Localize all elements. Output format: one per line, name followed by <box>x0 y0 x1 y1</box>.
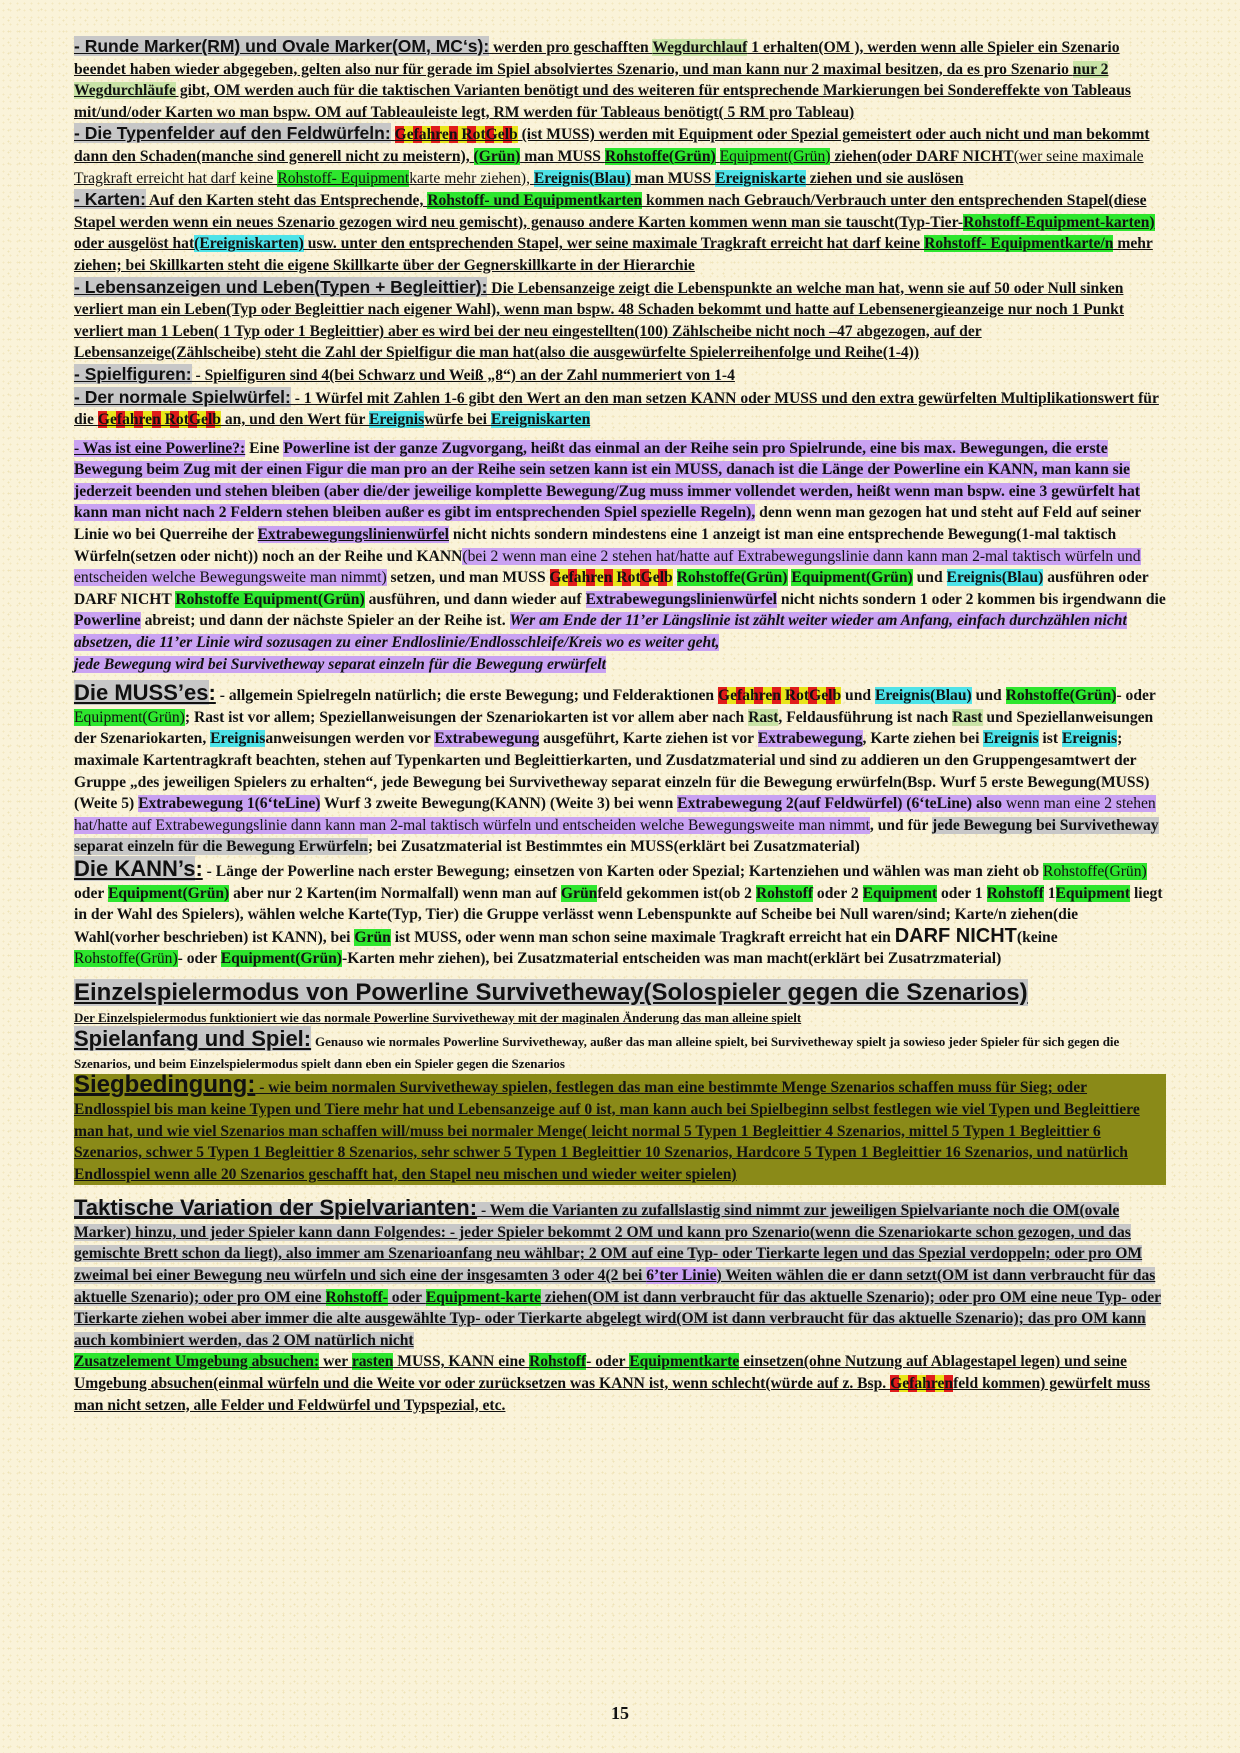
section-heading: - Spielfiguren: <box>74 363 192 384</box>
section-heading: Taktische Variation der Spielvarianten: <box>74 1195 478 1221</box>
section-heading: Einzelspielermodus von Powerline Survivetheway(Solospieler gegen die Szenarios) <box>74 978 1028 1006</box>
section-spielwuerfel: - Der normale Spielwürfel: - 1 Würfel mit Zahlen 1-6 gibt den Wert an den man setzen KANN oder MUSS und den extra gewürfelten Multiplikationswert für die Gefahren RotGelb an, und den Wert für Ereigniswürfe bei Ereigniskarten <box>74 386 1159 429</box>
gefahren-highlight: Gefahren RotGelb <box>717 687 842 705</box>
section-einzelspieler: Einzelspielermodus von Powerline Survivetheway(Solospieler gegen die Szenarios) Der Einzelspielermodus funktioniert wie das normale Powerline Survivetheway mit der maginalen Änderung das man alleine spielt <box>74 978 1028 1025</box>
section-kann: Die KANN’s: - Länge der Powerline nach erster Bewegung; einsetzen von Karten oder Spezial; Kartenziehen und wählen was man zieht ob Rohstoffe(Grün) oder Equipment(Grün) aber nur 2 Karten(im Normalfall) wenn man auf Grünfeld gekommen ist(ob 2 Rohstoff oder 2 Equipment oder 1 Rohstoff 1Equipment liegt in der Wahl des Spielers), wählen welche Karte(Typ, Tier) die Gruppe verlässt wenn Lebenspunkte auf Scheibe bei Null waren/sind; Karte/n ziehen(die Wahl(vorher beschrieben) ist KANN), bei Grün ist MUSS, oder wenn man schon seine maximale Tragkraft erreicht hat ein DARF NICHT(keine Rohstoffe(Grün)- oder Equipment(Grün)-Karten mehr ziehen), bei Zusatzmaterial entscheiden was man macht(erklärt bei Zusatrzmaterial) <box>74 855 1163 968</box>
section-karten: - Karten: Auf den Karten steht das Entsprechende, Rohstoff- und Equipmentkarten kommen nach Gebrauch/Verbrauch unter den entsprechenden Stapel(diese Stapel werden wenn ein neues Szenario gezogen wird neu gemischt), genauso andere Karten kommen wenn man sie tauscht(Typ-Tier-Rohstoff-Equipment-karten) oder ausgelöst hat(Ereigniskarten) usw. unter den entsprechenden Stapel, wer seine maximale Tragkraft erreicht hat darf keine Rohstoff- Equipmentkarte/n mehr ziehen; bei Skillkarten steht die eigene Skillkarte über der Gegnerskillkarte in der Hierarchie <box>74 189 1155 274</box>
section-heading: - Der normale Spielwürfel: <box>74 386 291 407</box>
gefahren-highlight: Gefahren RotGelb <box>97 411 221 429</box>
page-number: 15 <box>611 1703 629 1723</box>
section-spielanfang: Spielanfang und Spiel: Genauso wie normales Powerline Survivetheway, außer das man alleine spielt, bei Survivetheway spielt ja sowieso jeder Spieler für sich gegen die Szenarios, und beim Einzelspielermodus spielt dann eben ein Spieler gegen die Szenarios <box>74 1026 1120 1071</box>
section-muss: Die MUSS’es: - allgemein Spielregeln natürlich; die erste Bewegung; und Felderaktionen Gefahren RotGelb und Ereignis(Blau) und Rohstoffe(Grün)- oder Equipment(Grün); Rast ist vor allem; Speziellanweisungen der Szenariokarten ist vor allem aber nach Rast, Feldausführung ist nach Rast und Speziellanweisungen der Szenariokarten, Ereignisanweisungen werden vor Extrabewegung ausgeführt, Karte ziehen ist vor Extrabewegung, Karte ziehen bei Ereignis ist Ereignis; maximale Kartentragkraft beachten, stehen auf Typenkarten und Begleittierkarten, und Zusdatzmaterial und sind zu addieren un den Gruppengesamtwert der Gruppe „des jeweiligen Spielers zu erhalten“, jede Bewegung bei Survivetheway separat einzeln für die Bewegung erwürfeln(Bsp. Wurf 5 erste Bewegung(MUSS) (Weite 5) Extrabewegung 1(6‘teLine) Wurf 3 zweite Bewegung(KANN) (Weite 3) bei wenn Extrabewegung 2(auf Feldwürfel) (6‘teLine) also wenn man eine 2 stehen hat/hatte auf Extrabewegungslinie dann kann man 2-mal taktisch würfeln und entscheiden welche Bewegungsweite man nimmt, und für jede Bewegung bei Survivetheway separat einzeln für die Bewegung Erwürfeln; bei Zusatzmaterial ist Bestimmtes ein MUSS(erklärt bei Zusatzmaterial) <box>74 680 1159 856</box>
section-heading: - Karten: <box>74 189 146 210</box>
section-spielfiguren: - Spielfiguren: - Spielfiguren sind 4(bei Schwarz und Weiß „8“) an der Zahl nummeriert von 1-4 <box>74 363 735 384</box>
section-heading: - Die Typenfelder auf den Feldwürfeln: <box>74 123 391 144</box>
section-heading: Die MUSS’es <box>74 680 209 706</box>
section-lebensanzeigen: - Lebensanzeigen und Leben(Typen + Begleittier): Die Lebensanzeige zeigt die Lebenspunkte an welche man hat, wenn sie auf 50 oder Null sinken verliert man ein Leben(Typ oder Begleittier nach eigener Wahl), wenn man bspw. 48 Schaden bekommt und hatte auf Lebensenergieanzeige nur noch 1 Punkt verliert man 1 Leben( 1 Typ oder 1 Begleittier) aber es wird bei der neu eingestellten(100) Zählscheibe nicht noch –47 abgezogen, auf der Lebensanzeige(Zählscheibe) steht die Zahl der Spielfigur die man hat(also die ausgewürfelte Spielerreihenfolge und Reihe(1-4)) <box>74 276 1125 362</box>
section-heading: Siegbedingung: <box>74 1071 256 1099</box>
gefahren-highlight: Gefahren RotGelb <box>394 126 518 144</box>
section-heading: Die KANN’s <box>74 855 196 881</box>
section-heading: - Was ist eine Powerline?: <box>74 439 246 457</box>
gefahren-highlight: Gefahren <box>890 1375 954 1393</box>
section-heading: Spielanfang und Spiel: <box>74 1026 312 1052</box>
section-siegbedingung: Siegbedingung: - wie beim normalen Survivetheway spielen, festlegen das man eine bestimmte Menge Szenarios schaffen muss für Sieg; oder Endlosspiel bis man keine Typen und Tiere mehr hat und Lebensanzeige auf 0 ist, man kann auch bei Spielbeginn selbst festlegen wie viel Typen und Begleittiere man hat, und wie viel Szenarios man schaffen will/muss bei normaler Menge( leicht normal 5 Typen 1 Begleittier 4 Szenarios, mittel 5 Typen 1 Begleittier 6 Szenarios, schwer 5 Typen 1 Begleittier 8 Szenarios, sehr schwer 5 Typen 1 Begleittier 10 Szenarios, Hardcore 5 Typen 1 Begleittier 16 Szenarios, und natürlich Endlosspiel wenn alle 20 Szenarios geschafft hat, den Stapel neu mischen und wieder weiter spielen) <box>74 1074 1166 1185</box>
section-markers: - Runde Marker(RM) und Ovale Marker(OM, MC‘s): werden pro geschafften Wegdurchlauf 1 erhalten(OM ), werden wenn alle Spieler ein Szenario beendet haben wieder abgegeben, gelten also nur für gerade im Spiel absolviertes Szenario, und man kann nur 2 maximal besitzen, da es pro Szenario nur 2 Wegdurchläufe gibt, OM werden auch für die taktischen Varianten benötigt und des weiteren für entsprechende Markierungen bei Sondereffekte von Tableaus mit/und/oder Karten wo man bspw. OM auf Tableauleiste legt, RM werden für Tableaus benötigt( 5 RM pro Tableau) <box>74 36 1131 121</box>
section-taktische-variation: Taktische Variation der Spielvarianten: - Wem die Varianten zu zufallslastig sind nimmt zur jeweiligen Spielvariante noch die OM(ovale Marker) hinzu, und jeder Spieler kann dann Folgendes: - jeder Spieler bekommt 2 OM und kann pro Szenario(wenn die Szenariokarte schon gezogen, und das gemischte Brett schon da liegt), also immer am Szenarioanfang neu wählbar; 2 OM auf eine Typ- oder Tierkarte legen und das Spezial verdoppeln; oder pro OM zweimal bei einer Bewegung neu würfeln und sich eine der insgesamten 3 oder 4(2 bei 6’ter Linie) Weiten wählen die er dann setzt(OM ist dann verbraucht für das aktuelle Szenario); oder pro OM eine Rohstoff- oder Equipment-karte ziehen(OM ist dann verbraucht für das aktuelle Szenario); oder pro OM eine neue Typ- oder Tierkarte ziehen wobei aber immer die alte ausgewählte Typ- oder Tierkarte abgelegt wird(OM ist dann verbraucht für das aktuelle Szenario); das pro OM kann auch kombiniert werden, das 2 OM natürlich nicht Zusatzelement Umgebung absuchen: wer rasten MUSS, KANN eine Rohstoff- oder Equipmentkarte einsetzen(ohne Nutzung auf Ablagestapel legen) und seine Umgebung absuchen(einmal würfeln und die Weite vor oder zurücksetzen was KANN ist, wenn schlecht(würde auf z. Bsp. Gefahrenfeld kommen) gewürfelt muss man nicht setzen, alle Felder und Feldwürfel und Typspezial, etc. <box>74 1195 1162 1414</box>
gefahren-highlight: Gefahren RotGelb <box>549 569 673 587</box>
section-typenfelder: - Die Typenfelder auf den Feldwürfeln: Gefahren RotGelb (ist MUSS) werden mit Equipment oder Spezial gemeistert oder auch nicht und man bekommt dann den Schaden(manche sind generell nicht zu meistern), (Grün) man MUSS Rohstoffe(Grün) Equipment(Grün) ziehen(oder DARF NICHT(wer seine maximale Tragkraft erreicht hat darf keine Rohstoff- Equipmentkarte mehr ziehen), Ereignis(Blau) man MUSS Ereigniskarte ziehen und sie auslösen <box>74 123 1150 187</box>
section-powerline: - Was ist eine Powerline?: Eine Powerline ist der ganze Zugvorgang, heißt das einmal an der Reihe sein pro Spielrunde, eine bis max. Bewegungen, die erste Bewegung beim Zug mit der einen Figur die man pro an der Reihe sein setzen kann ist ein MUSS, danach ist die Länge der Powerline ein KANN, man kann sie jederzeit beenden und stehen bleiben (aber die/der jeweilige komplette Bewegung/Zug muss immer vollendet werden, heißt wenn man bspw. eine 3 gewürfelt hat kann man nicht nach 2 Feldern stehen bleiben außer es gibt im entsprechenden Spiel spezielle Regeln), denn wenn man gezogen hat und steht auf Feld auf seiner Linie wo bei Querreihe der Extrabewegungslinienwürfel nicht nichts sondern mindestens eine 1 anzeigt ist man eine entsprechende Bewegung(1-mal taktisch Würfeln(setzen oder nicht)) noch an der Reihe und KANN(bei 2 wenn man eine 2 stehen hat/hatte auf Extrabewegungslinie dann kann man 2-mal taktisch würfeln und entscheiden welche Bewegungsweite man nimmt) setzen, und man MUSS Gefahren RotGelb Rohstoffe(Grün) Equipment(Grün) und Ereignis(Blau) ausführen oder DARF NICHT Rohstoffe Equipment(Grün) ausführen, und dann wieder auf Extrabewegungslinienwürfel nicht nichts sondern 1 oder 2 kommen bis irgendwann die Powerline abreist; und dann der nächste Spieler an der Reihe ist. Wer am Ende der 11’er Längslinie ist zählt weiter wieder am Anfang, einfach durchzählen nicht absetzen, die 11’er Linie wird sozusagen zu einer Endloslinie/Endlosschleife/Kreis wo es weiter geht, jede Bewegung wird bei Survivetheway separat einzeln für die Bewegung erwürfelt <box>74 439 1166 673</box>
section-heading: - Lebensanzeigen und Leben(Typen + Begleittier): <box>74 276 488 297</box>
document-body <box>74 36 1166 1416</box>
section-heading: - Runde Marker(RM) und Ovale Marker(OM, MC‘s): <box>74 36 490 56</box>
